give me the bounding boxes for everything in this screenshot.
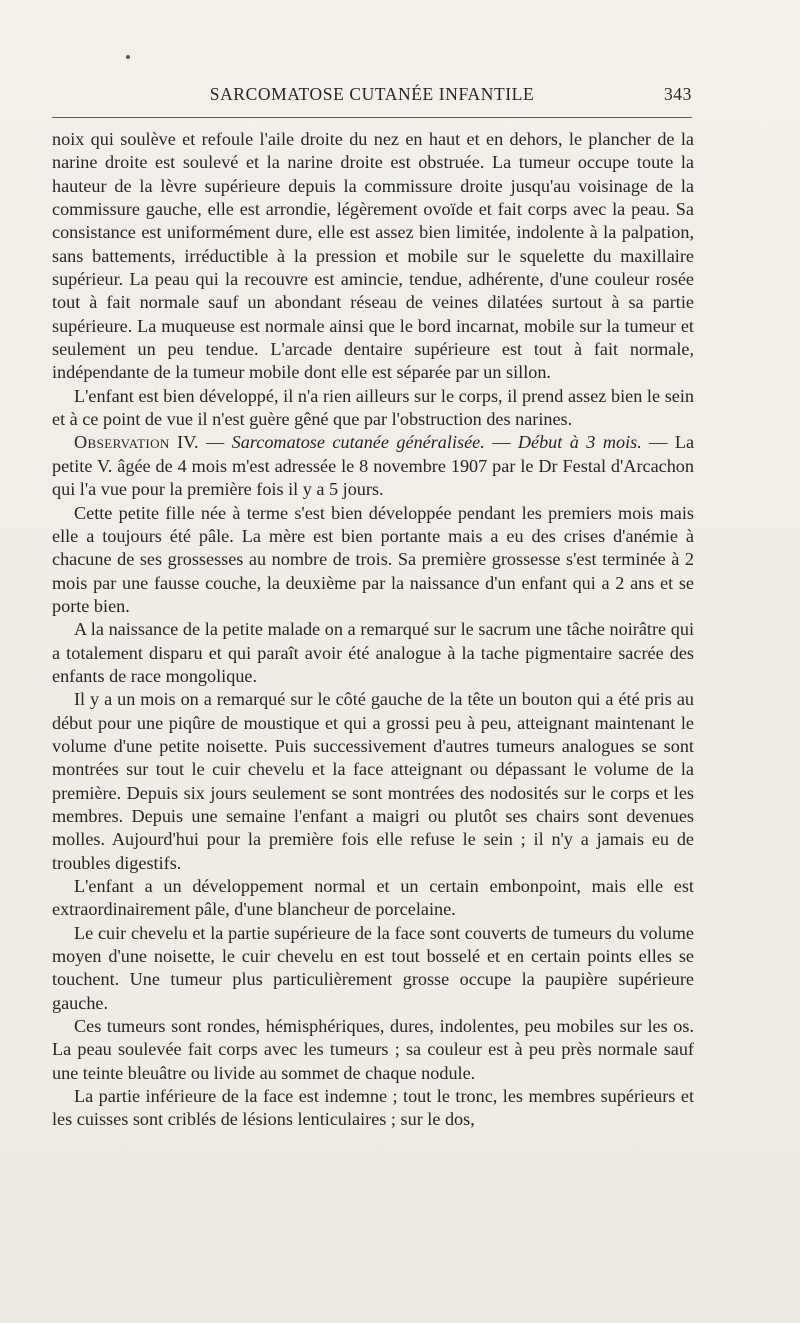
observation-label: Observation <box>74 432 170 453</box>
paragraph: L'enfant est bien développé, il n'a rien ailleurs sur le corps, il prend assez bien le sein et à ce point de vue il n'est guère gêné que par l'obstruction des narines. <box>52 385 694 430</box>
paragraph: L'enfant a un développement normal et un certain embonpoint, mais elle est extraordinairement pâle, d'une blancheur de porcelaine. <box>52 876 694 920</box>
dash: — <box>641 432 675 453</box>
paragraph: noix qui soulève et refoule l'aile droite du nez en haut et en dehors, le plancher de la narine droite est soulevé et la narine droite est obstruée. La tumeur occupe toute la hauteur de la lèvre supérieure depuis la commissure droite jusqu'au voisinage de la commissure gauche, elle est arrondie, légèrement ovoïde et fait corps avec la peau. Sa consistance est uniformément dure, elle est assez bien limitée, indolente à la palpation, sans battements, irréductible à la pression et mobile sur le squelette du maxillaire supérieur. La peau qui la recouvre est amincie, tendue, adhérente, d'une couleur rosée tout à fait normale sauf un abondant réseau de veines dilatées surtout à sa partie supérieure. La muqueuse est normale ainsi que le bord incarnat, mobile sur la tumeur et seulement un peu tendue. L'arcade dentaire supérieure est tout à fait normale, indépendante de la tumeur mobile dont elle est séparée par un sillon. <box>52 129 694 383</box>
paragraph: Il y a un mois on a remarqué sur le côté gauche de la tête un bouton qui a été pris au début pour une piqûre de moustique et qui a grossi peu à peu, atteignant maintenant le volume d'une petite noisette. Puis successivement d'autres tumeurs analogues se sont montrées sur tout le cuir chevelu et la face atteignant ou dépassant le volume de la première. Depuis six jours seulement se sont montrées des nodosités sur le corps et les membres. Depuis une semaine l'enfant a maigri ou plutôt ses chairs sont devenues molles. Aujourd'hui pour la première fois elle refuse le sein ; il n'y a jamais eu de troubles digestifs. <box>52 689 694 873</box>
observation-heading <box>52 431 694 501</box>
dash: — <box>484 432 518 453</box>
paragraph: A la naissance de la petite malade on a remarqué sur le sacrum une tâche noirâtre qui a totalement disparu et qui paraît avoir été analogue à la tache pigmentaire sacrée des enfants de race mongolique. <box>52 619 694 686</box>
observation-text: La petite V. âgée de 4 mois m'est adressée le 8 novembre 1907 par le Dr Festal d'Arcachon qui l'a vue pour la première fois il y a 5 jours. <box>52 432 695 500</box>
running-header <box>52 84 692 108</box>
paragraph: La partie inférieure de la face est indemne ; tout le tronc, les membres supérieurs et les cuisses sont criblés de lésions lenticulaires ; sur le dos, <box>52 1086 694 1130</box>
observation-title: Sarcomatose cutanée généralisée. <box>231 432 485 453</box>
ink-speck <box>126 55 130 59</box>
body-text <box>52 128 694 1132</box>
header-rule <box>52 117 692 118</box>
page-number: 343 <box>663 84 692 104</box>
dash: — <box>198 432 232 453</box>
running-title: SARCOMATOSE CUTANÉE INFANTILE <box>209 84 535 104</box>
paragraph: Le cuir chevelu et la partie supérieure de la face sont couverts de tumeurs du volume moyen d'une noisette, le cuir chevelu en est tout bosselé et en certain points elles se touchent. Une tumeur plus particulièrement grosse occupe la paupière supérieure gauche. <box>52 922 694 1013</box>
observation-number: IV. <box>177 432 199 453</box>
paragraph: Cette petite fille née à terme s'est bien développée pendant les premiers mois mais elle a toujours été pâle. La mère est bien portante mais a eu des crises d'anémie à chacune de ses grossesses au nombre de trois. Sa première grossesse s'est terminée à 2 mois par une fausse couche, la deuxième par la naissance d'un enfant qui a 2 ans et se porte bien. <box>52 502 694 616</box>
paragraph: Ces tumeurs sont rondes, hémisphériques, dures, indolentes, peu mobiles sur les os. La peau soulevée fait corps avec les tumeurs ; sa couleur est à peu près normale sauf une teinte bleuâtre ou livide au sommet de chaque nodule. <box>52 1016 694 1083</box>
observation-onset: Début à 3 mois. <box>517 432 642 453</box>
